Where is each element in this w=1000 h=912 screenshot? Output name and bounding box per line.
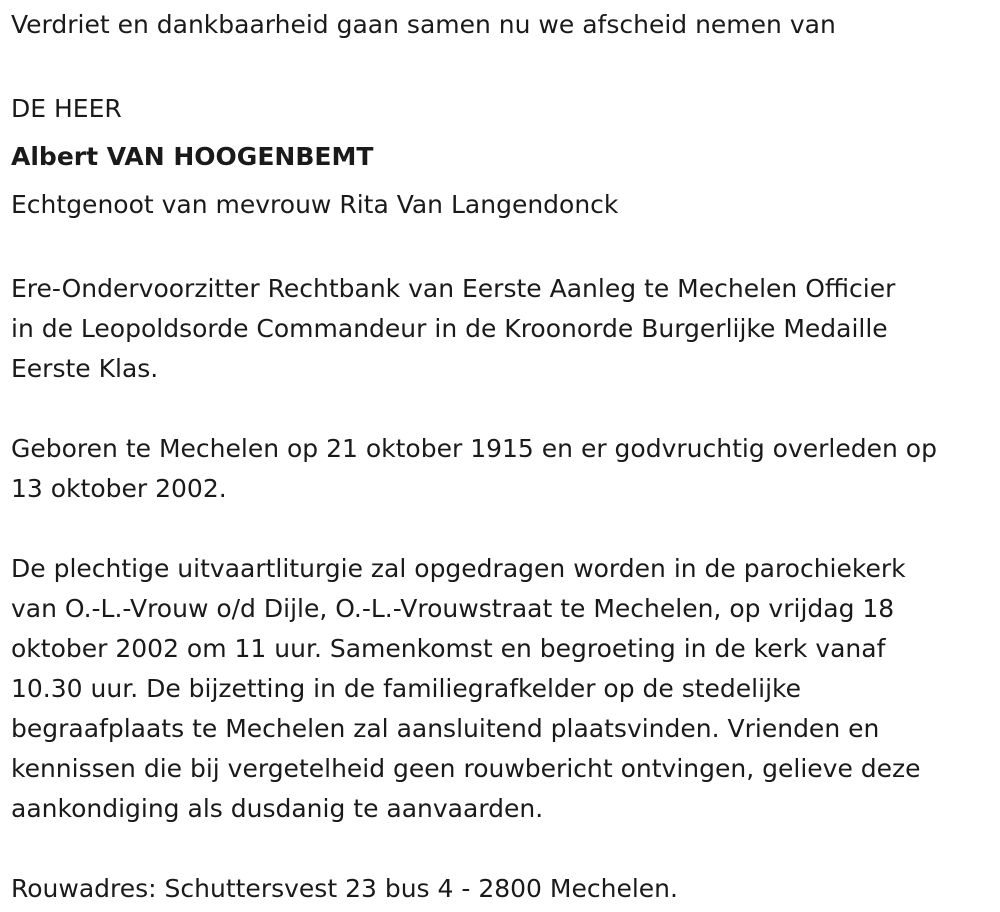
honorific-title: DE HEER: [11, 94, 122, 123]
deceased-name: Albert VAN HOOGENBEMT: [11, 142, 374, 171]
intro-line: Verdriet en dankbaarheid gaan samen nu we afscheid nemen van: [11, 10, 836, 39]
funeral-line: van O.-L.-Vrouw o/d Dijle, O.-L.-Vrouwstraat te Mechelen, op vrijdag 18: [11, 594, 895, 623]
honors-line: Eerste Klas.: [11, 354, 159, 383]
honors-paragraph: [11, 269, 996, 389]
honors-line: Ere-Ondervoorzitter Rechtbank van Eerste Aanleg te Mechelen Officier: [11, 274, 896, 303]
honors-line: in de Leopoldsorde Commandeur in de Kroonorde Burgerlijke Medaille: [11, 314, 888, 343]
spacer: [11, 389, 996, 429]
spouse-line: Echtgenoot van mevrouw Rita Van Langendonck: [11, 190, 619, 219]
birth-death-paragraph: [11, 429, 996, 509]
funeral-line: aankondiging als dusdanig te aanvaarden.: [11, 794, 544, 823]
spacer: [11, 229, 996, 269]
spacer: [11, 509, 996, 549]
birth-death-line: Geboren te Mechelen op 21 oktober 1915 en er godvruchtig overleden op: [11, 434, 937, 463]
funeral-line: kennissen die bij vergetelheid geen rouwbericht ontvingen, gelieve deze: [11, 754, 921, 783]
funeral-line: De plechtige uitvaartliturgie zal opgedragen worden in de parochiekerk: [11, 554, 906, 583]
death-notice: [11, 5, 996, 909]
funeral-line: begraafplaats te Mechelen zal aansluitend plaatsvinden. Vrienden en: [11, 714, 880, 743]
funeral-line: 10.30 uur. De bijzetting in de familiegrafkelder op de stedelijke: [11, 674, 801, 703]
funeral-paragraph: [11, 549, 996, 829]
birth-death-line: 13 oktober 2002.: [11, 474, 227, 503]
spacer: [11, 829, 996, 869]
mourning-address: Rouwadres: Schuttersvest 23 bus 4 - 2800 Mechelen.: [11, 874, 678, 903]
spacer: [11, 45, 996, 85]
funeral-line: oktober 2002 om 11 uur. Samenkomst en begroeting in de kerk vanaf: [11, 634, 886, 663]
